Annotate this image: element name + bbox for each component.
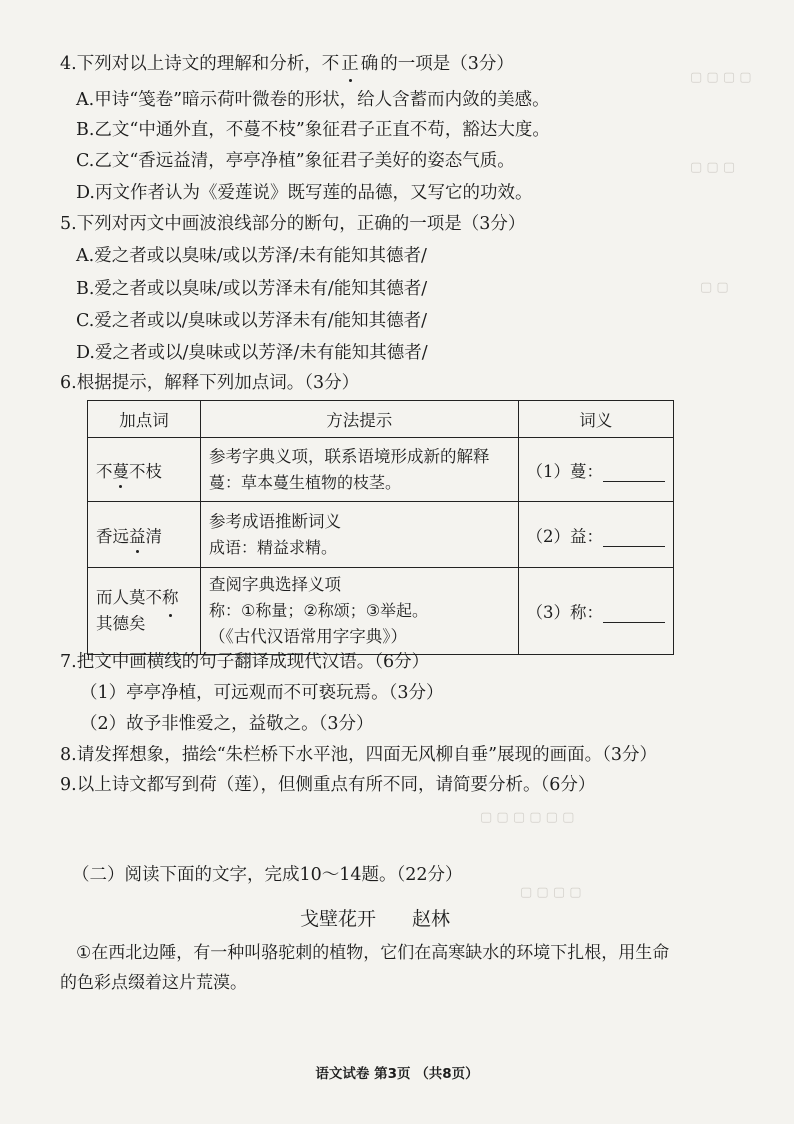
q6-dotted-char: 蔓 xyxy=(113,458,130,482)
q5-option-a: A.爱之者或以臭味/或以芳泽/未有能知其德者/ xyxy=(76,246,427,266)
answer-blank[interactable] xyxy=(603,608,665,623)
q9-stem: 9.以上诗文都写到荷（莲），但侧重点有所不同，请简要分析。（6分） xyxy=(60,775,596,795)
article-heading xyxy=(300,904,450,931)
bleed-through-mark: ▢ ▢ ▢ ▢ xyxy=(520,885,582,900)
q7-stem: 7.把文中画横线的句子翻译成现代汉语。（6分） xyxy=(60,652,430,672)
answer-blank[interactable] xyxy=(603,532,665,547)
article-author: 赵林 xyxy=(412,908,451,930)
article-title: 戈壁花开 xyxy=(300,908,377,930)
q6-table-header xyxy=(88,401,674,438)
q7-item-2: （2）故予非惟爱之，益敬之。（3分） xyxy=(80,714,374,734)
article-paragraph-1: ①在西北边陲，有一种叫骆驼刺的植物，它们在高寒缺水的环境下扎根，用生命 xyxy=(76,943,670,963)
q6-answer: （1）蔓： xyxy=(518,438,674,502)
answer-blank[interactable] xyxy=(603,467,665,482)
q6-table xyxy=(87,400,674,655)
q4-option-c: C.乙文“香远益清，亭亭净植”象征君子美好的姿态气质。 xyxy=(76,151,515,171)
page-footer: 语文试卷 第3页 （共8页） xyxy=(315,1066,479,1082)
q6-word: 香远益清 xyxy=(88,502,201,568)
q5-stem: 5.下列对丙文中画波浪线部分的断句，正确的一项是（3分） xyxy=(60,214,526,234)
q4-emphasis: 不正确 xyxy=(321,54,381,74)
bleed-through-mark: ▢ ▢ xyxy=(700,280,729,295)
q6-hint: 参考成语推断词义 成语：精益求精。 xyxy=(201,502,519,568)
q6-word: 不蔓不枝 xyxy=(88,438,201,502)
q6-stem: 6.根据提示，解释下列加点词。（3分） xyxy=(60,373,360,393)
q4-option-a: A.甲诗“笺卷”暗示荷叶微卷的形状，给人含蓄而内敛的美感。 xyxy=(76,90,550,110)
bleed-through-mark: ▢ ▢ ▢ ▢ ▢ ▢ xyxy=(480,810,575,825)
q8-stem: 8.请发挥想象，描绘“朱栏桥下水平池，四面无风柳自垂”展现的画面。（3分） xyxy=(60,745,657,765)
q6-dotted-char: 称 xyxy=(162,585,179,611)
q5-option-d: D.爱之者或以/臭味或以芳泽/未有能知其德者/ xyxy=(76,343,428,363)
q6-answer: （3）称： xyxy=(518,568,674,655)
table-row xyxy=(88,568,674,655)
section2-heading: （二）阅读下面的文字，完成10～14题。（22分） xyxy=(72,865,463,885)
bleed-through-mark: ▢ ▢ ▢ xyxy=(690,160,736,175)
q6-hint: 查阅字典选择义项 称：①称量；②称颂；③举起。 （《古代汉语常用字字典》） xyxy=(201,568,519,655)
q6-answer: （2）益： xyxy=(518,502,674,568)
q6-header-word: 加点词 xyxy=(88,401,201,438)
q6-header-hint: 方法提示 xyxy=(201,401,519,438)
bleed-through-mark: ▢ ▢ ▢ ▢ xyxy=(690,70,752,85)
q4-option-b: B.乙文“中通外直，不蔓不枝”象征君子正直不苟，豁达大度。 xyxy=(76,120,550,140)
q6-header-meaning: 词义 xyxy=(518,401,674,438)
q5-option-b: B.爱之者或以臭味/或以芳泽未有/能知其德者/ xyxy=(76,279,428,299)
q6-hint: 参考字典义项，联系语境形成新的解释 蔓：草本蔓生植物的枝茎。 xyxy=(201,438,519,502)
q6-dotted-char: 益 xyxy=(129,523,146,547)
article-paragraph-1-cont: 的色彩点缀着这片荒漠。 xyxy=(60,973,247,993)
q7-item-1: （1）亭亭净植，可远观而不可亵玩焉。（3分） xyxy=(80,683,444,703)
table-row xyxy=(88,502,674,568)
q4-stem: 4.下列对以上诗文的理解和分析，不正确的一项是（3分） xyxy=(60,54,514,74)
q4-option-d: D.丙文作者认为《爱莲说》既写莲的品德，又写它的功效。 xyxy=(76,183,533,203)
table-row xyxy=(88,438,674,502)
q6-word: 而人莫不称 其德矣 xyxy=(88,568,201,655)
q5-option-c: C.爱之者或以/臭味或以芳泽未有/能知其德者/ xyxy=(76,311,428,331)
